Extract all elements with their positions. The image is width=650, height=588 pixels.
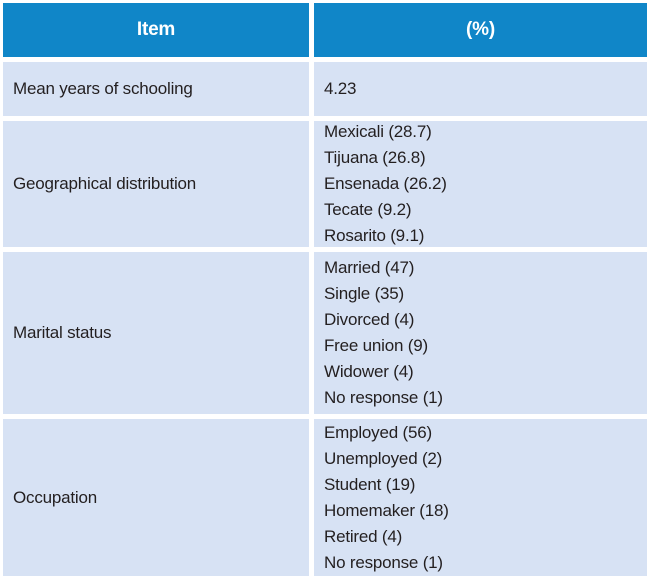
value-line: Unemployed (2) — [324, 448, 443, 468]
value-line: Single (35) — [324, 284, 405, 303]
value-line: Married (47) — [324, 258, 415, 277]
row-label-mean-years-of-schooling: Mean years of schooling — [3, 62, 309, 116]
row-label-geographical-distribution: Geographical distribution — [3, 121, 309, 247]
row-values-geographical-distribution — [314, 121, 647, 247]
value-line: Tecate (9.2) — [324, 200, 412, 219]
row-values-occupation — [314, 419, 647, 576]
value-line: Tijuana (26.8) — [324, 148, 426, 167]
row-label-occupation: Occupation — [3, 419, 309, 576]
column-header-percent: (%) — [314, 3, 647, 57]
value-line: Free union (9) — [324, 336, 428, 355]
value-line: Ensenada (26.2) — [324, 174, 447, 193]
value-line: Employed (56) — [324, 422, 432, 442]
value-line: 4.23 — [324, 79, 357, 98]
value-line: Homemaker (18) — [324, 500, 449, 520]
value-line: No response (1) — [324, 388, 443, 407]
row-values-marital-status — [314, 252, 647, 414]
value-line: Student (19) — [324, 474, 416, 494]
statistics-table — [3, 3, 647, 576]
value-line: Retired (4) — [324, 526, 403, 546]
column-header-item: Item — [3, 3, 309, 57]
row-values-mean-years-of-schooling — [314, 62, 647, 116]
value-line: No response (1) — [324, 552, 443, 572]
value-line: Divorced (4) — [324, 310, 415, 329]
value-line: Widower (4) — [324, 362, 414, 381]
value-line: Mexicali (28.7) — [324, 122, 432, 141]
value-line: Rosarito (9.1) — [324, 226, 425, 245]
row-label-marital-status: Marital status — [3, 252, 309, 414]
